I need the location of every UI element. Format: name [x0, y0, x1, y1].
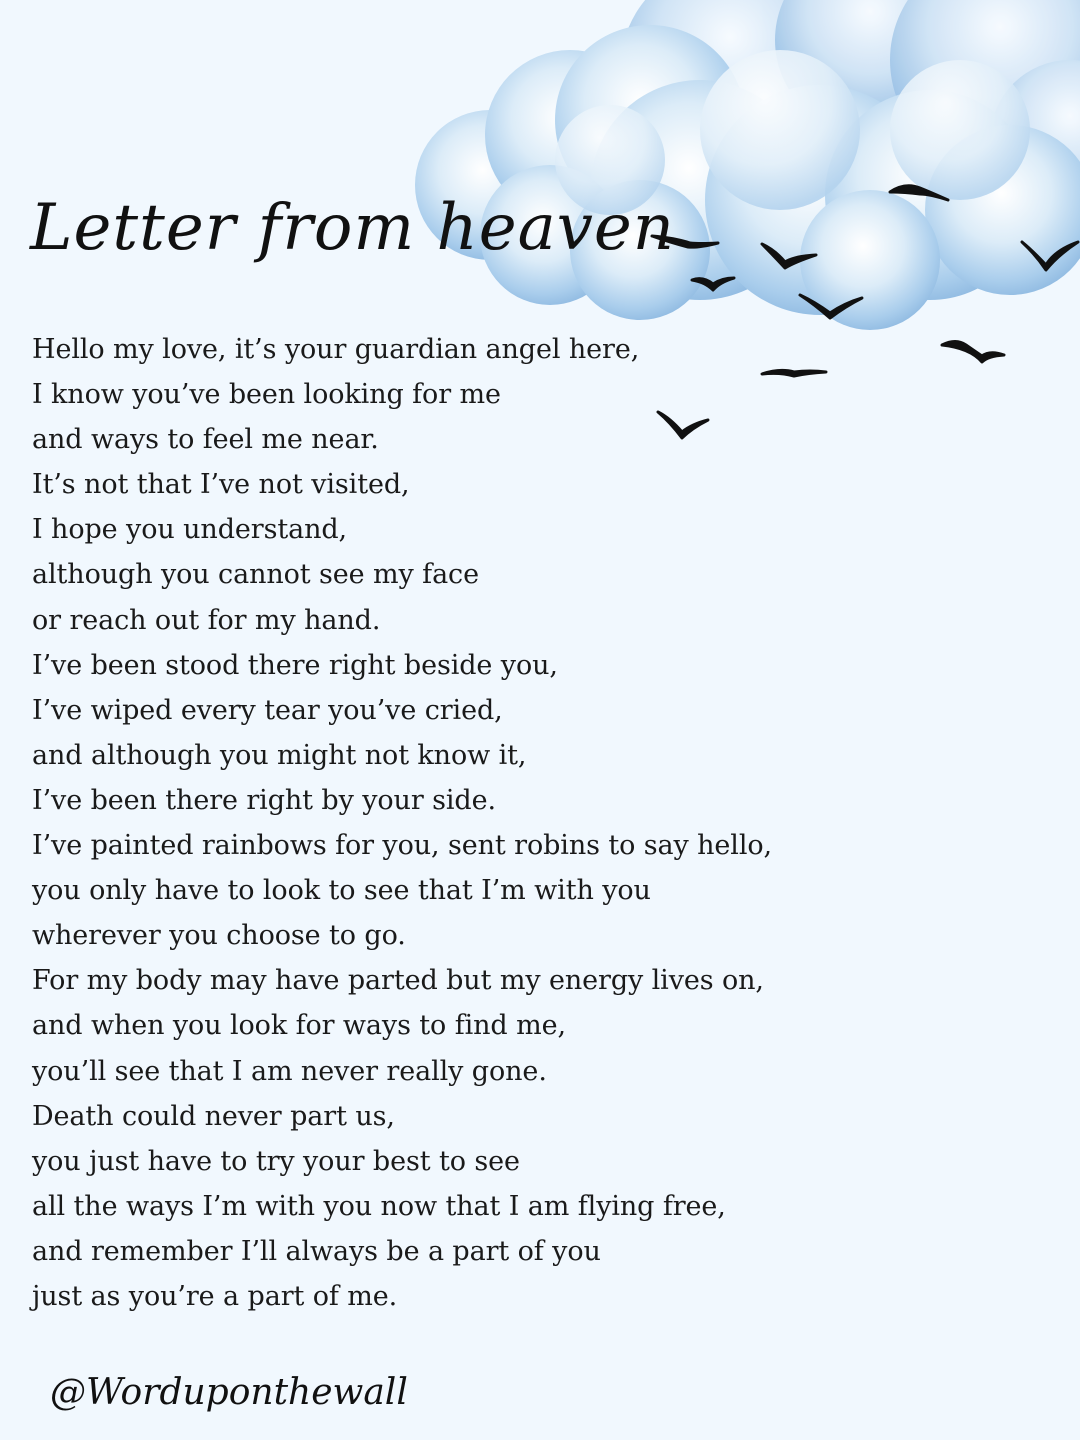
poem-line: you only have to look to see that I’m with you [32, 875, 651, 907]
poem-line: all the ways I’m with you now that I am flying free, [32, 1190, 726, 1222]
poem-line: wherever you choose to go. [32, 920, 406, 952]
poem-line: you’ll see that I am never really gone. [32, 1055, 547, 1087]
poem-line: Hello my love, it’s your guardian angel here, [32, 334, 640, 365]
poem-line: I know you’ve been looking for me [32, 379, 501, 411]
poem-body [32, 327, 772, 1319]
poem-line: I’ve been stood there right beside you, [32, 649, 558, 681]
poem-line: although you cannot see my face [32, 559, 479, 591]
poem-line: you just have to try your best to see [32, 1145, 520, 1177]
poem-line: I’ve been there right by your side. [32, 784, 496, 816]
poem-line: and remember I’ll always be a part of you [32, 1235, 601, 1267]
poem-line: I’ve wiped every tear you’ve cried, [32, 694, 503, 726]
bird-icon [942, 342, 1004, 363]
poem-line: and when you look for ways to find me, [32, 1010, 566, 1042]
social-handle: @Worduponthewall [50, 1372, 408, 1413]
poem-line: and although you might not know it, [32, 739, 527, 771]
poem-line: Death could never part us, [32, 1100, 395, 1132]
poem-line: It’s not that I’ve not visited, [32, 469, 410, 501]
poem-line: For my body may have parted but my energy lives on, [32, 965, 764, 997]
poem-line: or reach out for my hand. [32, 604, 381, 636]
poem-line: I’ve painted rainbows for you, sent robins to say hello, [32, 830, 772, 862]
page-title: Letter from heaven [30, 191, 675, 265]
poem-line: just as you’re a part of me. [32, 1280, 398, 1312]
poem-line: and ways to feel me near. [32, 424, 379, 456]
poem-line: I hope you understand, [32, 514, 348, 546]
